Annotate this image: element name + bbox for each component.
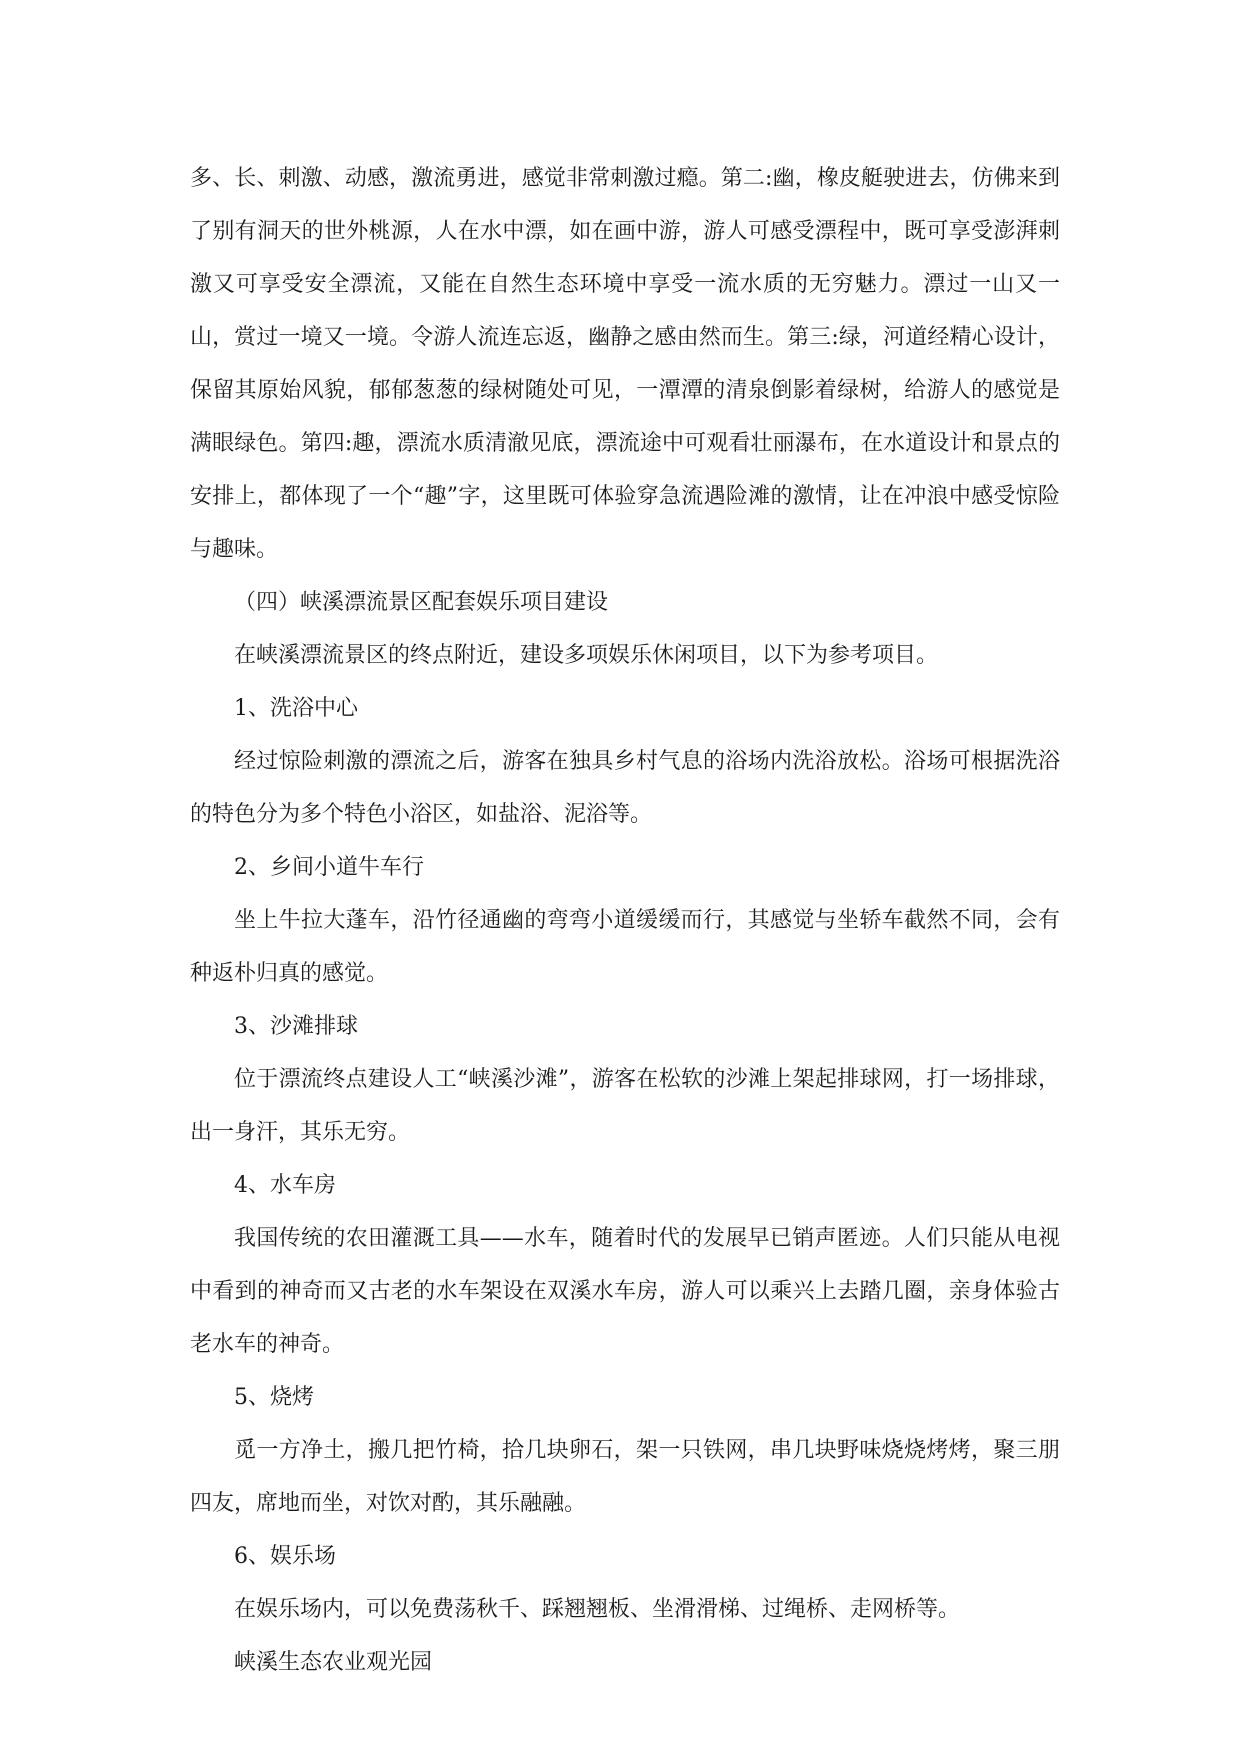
item-heading-playground: 6、娱乐场 — [234, 1544, 336, 1569]
paragraph-waterwheel: 我国传统的农田灌溉工具——水车，随着时代的发展早已销声匿迹。人们只能从电视中看到的神奇而又古老的水车架设在双溪水车房，游人可以乘兴上去踏几圈，亲身体验古老水车的神奇。 — [190, 1226, 1060, 1357]
paragraph-playground: 在娱乐场内，可以免费荡秋千、踩翘翘板、坐滑滑梯、过绳桥、走网桥等。 — [234, 1597, 961, 1622]
paragraph-intro: 在峡溪漂流景区的终点附近，建设多项娱乐休闲项目，以下为参考项目。 — [234, 643, 939, 668]
paragraph-barbecue: 觅一方净土，搬几把竹椅，拾几块卵石，架一只铁网，串几块野味烧烧烤烤，聚三朋四友，席地而坐，对饮对酌，其乐融融。 — [190, 1438, 1060, 1516]
item-heading-beach-volleyball: 3、沙滩排球 — [234, 1014, 358, 1039]
item-heading-barbecue: 5、烧烤 — [234, 1385, 314, 1410]
section-heading-eco-park: 峡溪生态农业观光园 — [234, 1650, 433, 1675]
paragraph-ox-cart: 坐上牛拉大蓬车，沿竹径通幽的弯弯小道缓缓而行，其感觉与坐轿车截然不同，会有种返朴归真的感觉。 — [190, 908, 1060, 986]
paragraph-beach-volleyball: 位于漂流终点建设人工“峡溪沙滩”，游客在松软的沙滩上架起排球网，打一场排球，出一身汗，其乐无穷。 — [190, 1067, 1060, 1145]
item-heading-bath-center: 1、洗浴中心 — [234, 696, 358, 721]
item-heading-ox-cart: 2、乡间小道牛车行 — [234, 855, 424, 880]
item-heading-waterwheel: 4、水车房 — [234, 1173, 336, 1198]
section-heading-entertainment: （四）峡溪漂流景区配套娱乐项目建设 — [234, 590, 609, 615]
paragraph-rafting-features: 多、长、刺激、动感，激流勇进，感觉非常刺激过瘾。第二:幽，橡皮艇驶进去，仿佛来到了别有洞天的世外桃源，人在水中漂，如在画中游，游人可感受漂程中，既可享受澎湃刺激又可享受安全漂流，又能在自然生态环境中享受一流水质的无穷魅力。漂过一山又一山，赏过一境又一境。令游人流连忘返，幽静之感由然而生。第三:绿，河道经精心设计，保留其原始风貌，郁郁葱葱的绿树随处可见，一潭潭的清泉倒影着绿树，给游人的感觉是满眼绿色。第四:趣，漂流水质清澈见底，漂流途中可观看壮丽瀑布，在水道设计和景点的安排上，都体现了一个“趣”字，这里既可体验穿急流遇险滩的激情，让在冲浪中感受惊险与趣味。 — [190, 166, 1060, 562]
document-body — [190, 152, 1060, 1689]
paragraph-bath-center: 经过惊险刺激的漂流之后，游客在独具乡村气息的浴场内洗浴放松。浴场可根据洗浴的特色分为多个特色小浴区，如盐浴、泥浴等。 — [190, 749, 1060, 827]
